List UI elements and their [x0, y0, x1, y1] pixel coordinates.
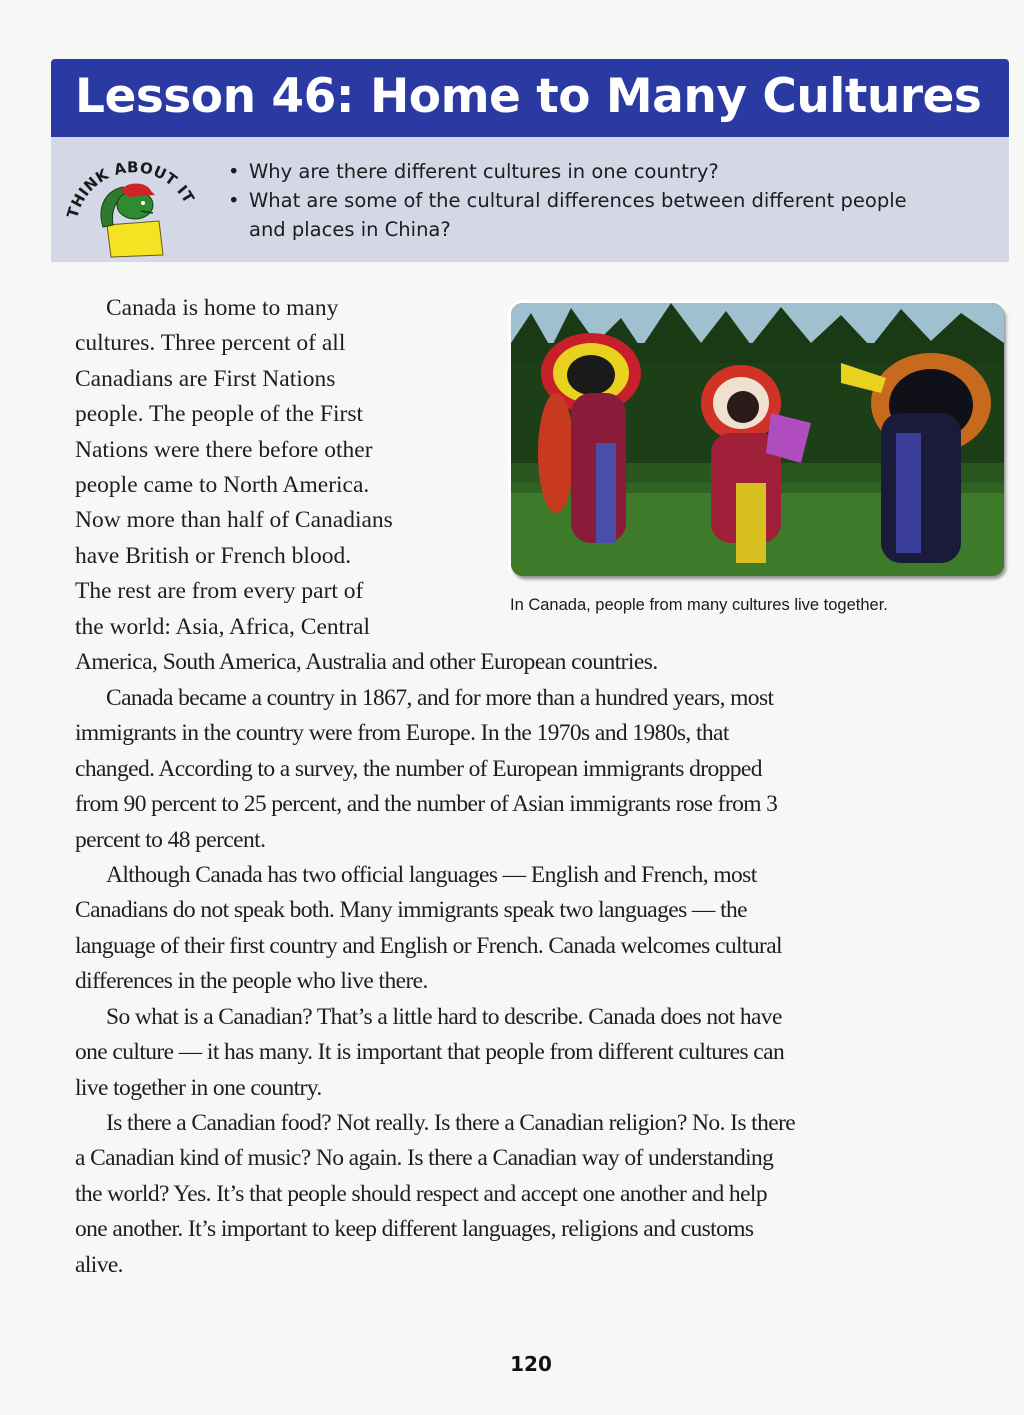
bullet-icon: •: [228, 189, 240, 212]
text-line: people. The people of the First: [75, 401, 364, 428]
text-line: Canadians are First Nations: [75, 365, 336, 392]
text-line: Canada became a country in 1867, and for more than a hundred years, most: [106, 685, 774, 711]
text-line: alive.: [75, 1251, 123, 1278]
text-line: people came to North America.: [75, 472, 370, 499]
paragraph-4: [75, 1000, 1010, 1106]
text-line: language of their first country and English or French. Canada welcomes cultural: [75, 932, 782, 959]
text-line: from 90 percent to 25 percent, and the number of Asian immigrants rose from 3: [75, 791, 778, 818]
paragraph-2: [75, 681, 1010, 858]
paragraph-1: [75, 291, 1010, 680]
question-item: [226, 186, 1006, 244]
bullet-icon: •: [228, 160, 240, 183]
text-line: the world? Yes. It’s that people should respect and accept one another and help: [75, 1180, 767, 1207]
question-item: [226, 157, 1006, 186]
text-line: cultures. Three percent of all: [75, 330, 346, 357]
text-line: America, South America, Australia and other European countries.: [75, 649, 658, 676]
text-line: Nations were there before other: [75, 436, 373, 463]
text-line: differences in the people who live there.: [75, 968, 428, 995]
think-about-it-mascot-icon: [59, 147, 209, 259]
text-line: have British or French blood.: [75, 542, 352, 569]
text-line: Canadians do not speak both. Many immigrants speak two languages — the: [75, 897, 748, 924]
think-about-it-badge-text: THINK ABOUT IT: [63, 158, 199, 221]
text-line: Now more than half of Canadians: [75, 507, 393, 534]
question-line: What are some of the cultural differences between different people: [249, 189, 907, 212]
text-line: one culture — it has many. It is important that people from different cultures can: [75, 1039, 785, 1066]
paragraph-3: [75, 858, 1010, 1000]
text-line: live together in one country.: [75, 1074, 322, 1101]
text-line: Is there a Canadian food? Not really. Is there a Canadian religion? No. Is there: [106, 1110, 796, 1136]
text-line: immigrants in the country were from Europe. In the 1970s and 1980s, that: [75, 720, 729, 747]
text-line: the world: Asia, Africa, Central: [75, 613, 370, 640]
text-line: So what is a Canadian? That’s a little hard to describe. Canada does not have: [106, 1004, 782, 1030]
page-number: 120: [510, 1352, 552, 1376]
text-line: changed. According to a survey, the number of European immigrants dropped: [75, 755, 762, 782]
think-about-it-box: [51, 137, 1009, 262]
photo-caption: In Canada, people from many cultures live together.: [510, 596, 888, 614]
lesson-title-banner: [51, 59, 1009, 137]
text-line: Although Canada has two official languages — English and French, most: [106, 862, 757, 888]
question-line: and places in China?: [249, 218, 451, 241]
paragraph-5: [75, 1106, 1010, 1283]
text-line: one another. It’s important to keep different languages, religions and customs: [75, 1216, 754, 1243]
text-line: Canada is home to many: [106, 295, 339, 321]
lesson-title: Lesson 46: Home to Many Cultures: [75, 69, 982, 124]
question-line: Why are there different cultures in one country?: [249, 160, 719, 183]
text-line: a Canadian kind of music? No again. Is there a Canadian way of understanding: [75, 1145, 774, 1172]
text-line: The rest are from every part of: [75, 578, 364, 605]
text-line: percent to 48 percent.: [75, 826, 266, 853]
think-about-it-questions: [226, 157, 1006, 244]
